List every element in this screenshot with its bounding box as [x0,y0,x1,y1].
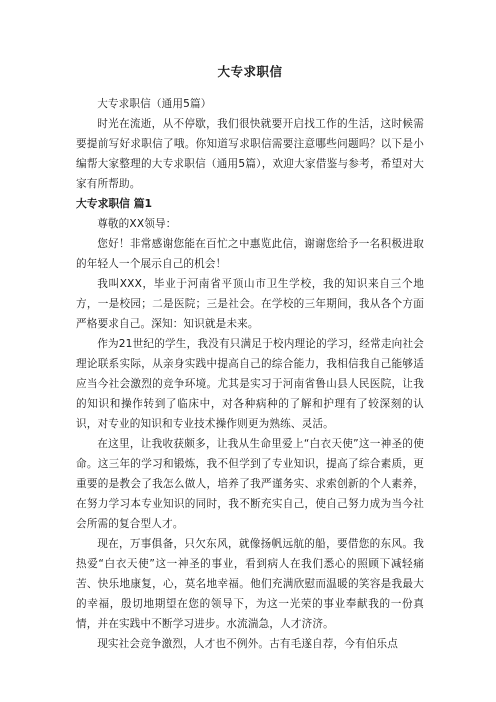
intro-paragraph: 时光在流逝，从不停歇，我们很快就要开启找工作的生活，这时候需要提前写好求职信了哦。你知道写求职信需要注意哪些问题吗？以下是小编帮大家整理的大专求职信（通用5篇），欢迎大家借鉴与参考，希望对大家有所帮助。 [76,118,424,190]
section-heading: 大专求职信 篇1 [76,197,153,210]
subtitle-paragraph: 大专求职信（通用5篇） [97,98,212,110]
letter-paragraph: 您好！非常感谢您能在百忙之中惠览此信，谢谢您给予一名积极进取的年轻人一个展示自己的机会！ [76,238,424,270]
letter-paragraph: 在这里，让我收获颇多，让我从生命里爱上“白衣天使”这一神圣的使命。这三年的学习和锻炼，我不但学到了专业知识，提高了综合素质，更重要的是教会了我怎么做人，培养了我严谨务实、求索创新的个人素养，在努力学习本专业知识的同时，我不断充实自己，使自己努力成为当今社会所需的复合型人才。 [76,438,424,530]
document-title: 大专求职信 [217,64,283,79]
letter-salutation: 尊敬的XX领导： [97,218,177,230]
letter-paragraph: 现在，万事俱备，只欠东风，就像扬帆远航的船，要借您的东风。我热爱“白衣天使”这一神圣的事业，看到病人在我们悉心的照顾下减轻痛苦、快乐地康复，心，莫名地幸福。他们充满欣慰而温暖的笑容是我最大的幸福，殷切地期望在您的领导下，为这一光荣的事业奉献我的一份真情，并在实践中不断学习进步。水流湍急，人才济济。 [76,538,424,630]
letter-paragraph: 现实社会竞争激烈，人才也不例外。古有毛遂自荐，今有伯乐点 [97,638,399,650]
letter-paragraph: 我叫XXX，毕业于河南省平顶山市卫生学校，我的知识来自三个地方，一是校园；二是医院；三是社会。在学校的三年期间，我从各个方面严格要求自己。深知：知识就是未来。 [76,278,424,330]
letter-paragraph: 作为21世纪的学生，我没有只满足于校内理论的学习，经常走向社会理论联系实际，从亲身实践中提高自己的综合能力，我相信我自己能够适应当今社会激烈的竞争环境。尤其是实习于河南省鲁山县人民医院，让我的知识和操作转到了临床中，对各种病种的了解和护理有了较深刻的认识，对专业的知识和专业技术操作则更为熟练、灵活。 [76,338,424,430]
